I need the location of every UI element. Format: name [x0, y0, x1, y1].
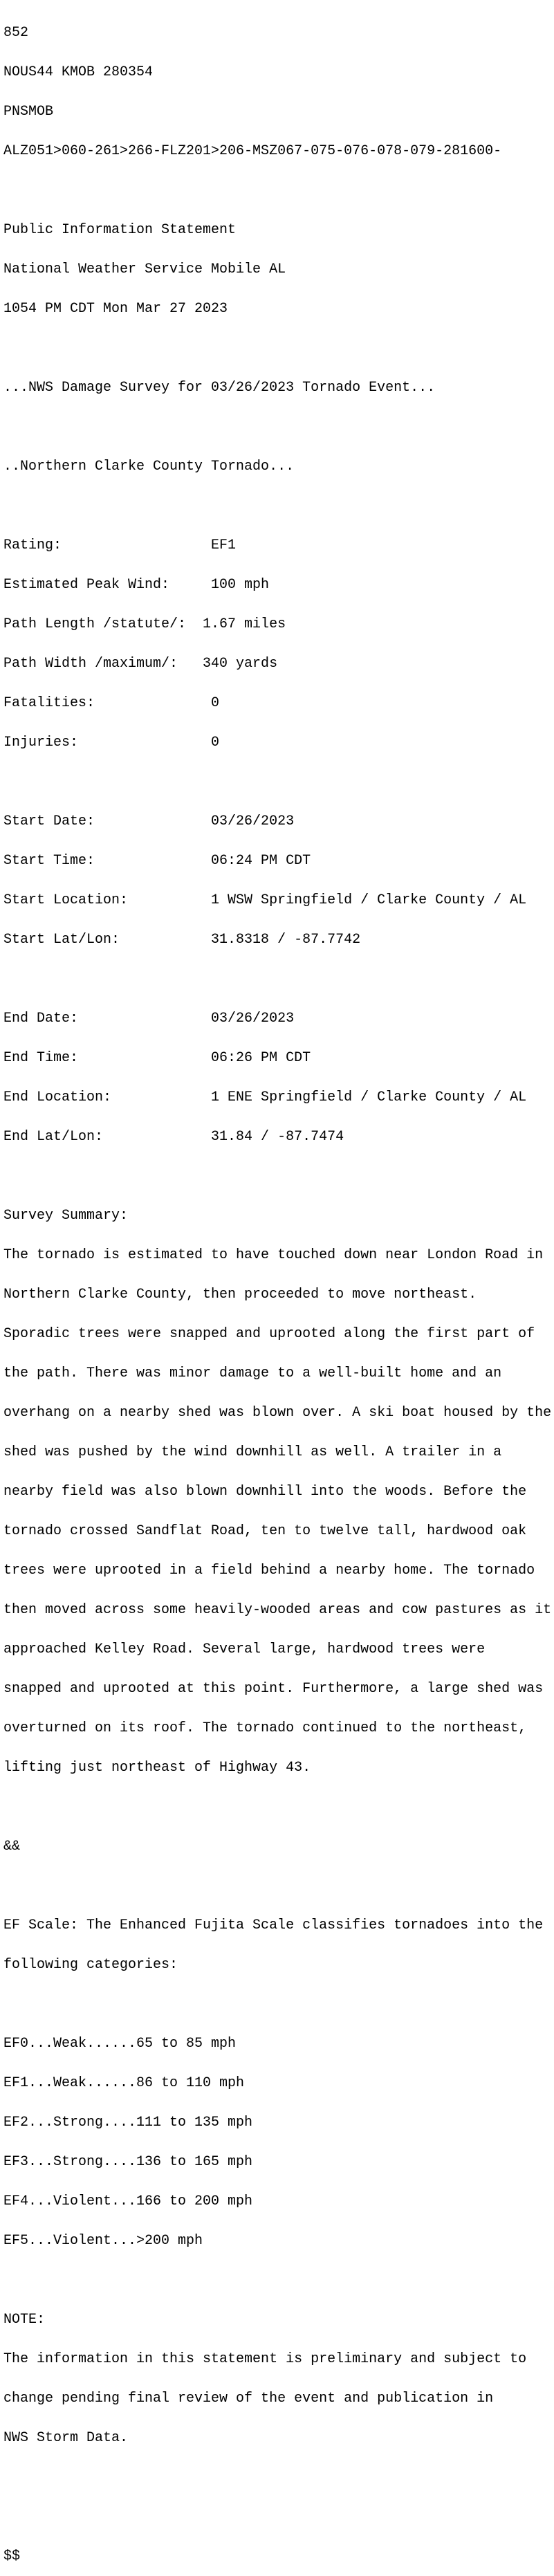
- ef-category-row: EF2...Strong....111 to 135 mph: [3, 2115, 253, 2131]
- ef-scale-intro: following categories:: [3, 1957, 178, 1973]
- ef-category-row: EF3...Strong....136 to 165 mph: [3, 2154, 253, 2170]
- survey-summary-line: shed was pushed by the wind downhill as well. A trailer in a: [3, 1444, 502, 1460]
- issuing-office: National Weather Service Mobile AL: [3, 261, 286, 277]
- blank-line: [3, 775, 554, 789]
- blank-line: [3, 499, 554, 513]
- survey-summary-heading: Survey Summary:: [3, 1208, 129, 1224]
- blank-line: [3, 2510, 554, 2523]
- survey-summary-line: Northern Clarke County, then proceeded to move northeast.: [3, 1287, 477, 1303]
- survey-summary-line: nearby field was also blown downhill into the woods. Before the: [3, 1484, 527, 1500]
- start-time-row: Start Time: 06:24 PM CDT: [3, 853, 311, 869]
- issue-time: 1054 PM CDT Mon Mar 27 2023: [3, 301, 228, 317]
- survey-summary-line: The tornado is estimated to have touched down near London Road in: [3, 1247, 544, 1263]
- note-line: The information in this statement is preliminary and subject to: [3, 2351, 527, 2367]
- blank-line: [3, 1170, 554, 1183]
- survey-summary-line: overhang on a nearby shed was blown over. A ski boat housed by the: [3, 1405, 552, 1421]
- end-time-row: End Time: 06:26 PM CDT: [3, 1050, 311, 1066]
- blank-line: [3, 2471, 554, 2484]
- blank-line: [3, 342, 554, 355]
- survey-summary-line: Sporadic trees were snapped and uprooted along the first part of: [3, 1326, 535, 1342]
- blank-line: [3, 1801, 554, 1814]
- ef-scale-intro: EF Scale: The Enhanced Fujita Scale classifies tornadoes into the: [3, 1917, 544, 1933]
- start-latlon-row: Start Lat/Lon: 31.8318 / -87.7742: [3, 932, 361, 948]
- bulletin-text: [3, 0, 554, 2576]
- survey-headline: ...NWS Damage Survey for 03/26/2023 Tornado Event...: [3, 380, 436, 396]
- end-date-row: End Date: 03/26/2023: [3, 1011, 295, 1027]
- path-width-row: Path Width /maximum/: 340 yards: [3, 656, 278, 672]
- survey-summary-line: overturned on its roof. The tornado continued to the northeast,: [3, 1720, 527, 1736]
- product-number: 852: [3, 25, 29, 41]
- survey-summary-line: the path. There was minor damage to a well-built home and an: [3, 1365, 502, 1381]
- section-separator: &&: [3, 1839, 21, 1855]
- note-line: change pending final review of the event and publication in: [3, 2391, 494, 2407]
- end-latlon-row: End Lat/Lon: 31.84 / -87.7474: [3, 1129, 344, 1145]
- survey-summary-line: tornado crossed Sandflat Road, ten to twelve tall, hardwood oak: [3, 1523, 527, 1539]
- wmo-header: NOUS44 KMOB 280354: [3, 64, 154, 80]
- blank-line: [3, 2274, 554, 2287]
- blank-line: [3, 1998, 554, 2011]
- blank-line: [3, 421, 554, 434]
- end-of-product-marker: $$: [3, 2548, 21, 2564]
- survey-summary-line: approached Kelley Road. Several large, hardwood trees were: [3, 1641, 486, 1657]
- ef-category-row: EF0...Weak......65 to 85 mph: [3, 2036, 237, 2052]
- note-heading: NOTE:: [3, 2312, 46, 2328]
- tornado-name: ..Northern Clarke County Tornado...: [3, 459, 295, 475]
- survey-summary-line: trees were uprooted in a field behind a nearby home. The tornado: [3, 1563, 535, 1579]
- ef-category-row: EF5...Violent...>200 mph: [3, 2233, 203, 2249]
- fatalities-row: Fatalities: 0: [3, 695, 220, 711]
- note-line: NWS Storm Data.: [3, 2430, 129, 2446]
- end-location-row: End Location: 1 ENE Springfield / Clarke County / AL: [3, 1089, 527, 1105]
- awips-id: PNSMOB: [3, 104, 54, 120]
- start-date-row: Start Date: 03/26/2023: [3, 813, 295, 829]
- path-length-row: Path Length /statute/: 1.67 miles: [3, 616, 286, 632]
- ef-category-row: EF4...Violent...166 to 200 mph: [3, 2193, 253, 2209]
- survey-summary-line: then moved across some heavily-wooded areas and cow pastures as it: [3, 1602, 552, 1618]
- survey-summary-line: snapped and uprooted at this point. Furthermore, a large shed was: [3, 1681, 544, 1697]
- blank-line: [3, 184, 554, 197]
- rating-row: Rating: EF1: [3, 537, 237, 553]
- survey-summary-line: lifting just northeast of Highway 43.: [3, 1760, 311, 1776]
- product-title: Public Information Statement: [3, 222, 237, 238]
- injuries-row: Injuries: 0: [3, 735, 220, 751]
- blank-line: [3, 973, 554, 986]
- blank-line: [3, 1879, 554, 1893]
- ugc-zone-codes: ALZ051>060-261>266-FLZ201>206-MSZ067-075-076-078-079-281600-: [3, 143, 502, 159]
- peak-wind-row: Estimated Peak Wind: 100 mph: [3, 577, 270, 593]
- ef-category-row: EF1...Weak......86 to 110 mph: [3, 2075, 245, 2091]
- start-location-row: Start Location: 1 WSW Springfield / Clarke County / AL: [3, 892, 527, 908]
